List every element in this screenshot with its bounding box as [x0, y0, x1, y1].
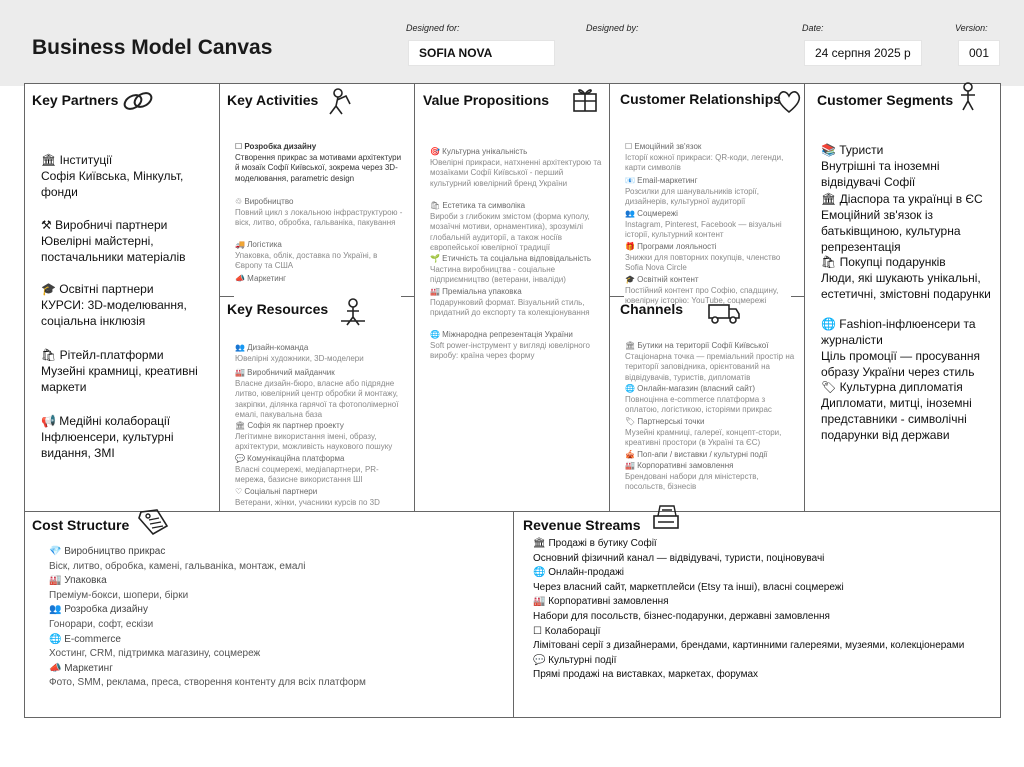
customer-segments-item: 🌐 Fashion-інфлюенсери та журналісти Ціль промоції — просування образу України через стиль: [821, 317, 980, 379]
key-resources-item: ♡ Соціальні партнери Ветерани, жінки, учасники курсів по 3D: [235, 487, 380, 507]
date-field[interactable]: 24 серпня 2025 р: [804, 40, 922, 66]
divider-tick: [401, 296, 415, 297]
cash-register-icon: [648, 502, 684, 532]
value-propositions-item: 🌱 Етичність та соціальна відповідальність Частина виробництва - соціальне підприємництво (ветерани, інваліди): [430, 254, 592, 284]
key-resources-item: 💬 Комунікаційна платформа Власні соцмережі, медіапартнери, PR-мережа, базисне використання ШІ: [235, 454, 379, 484]
channels-item: 🎪 Поп-апи / виставки / культурні події: [625, 450, 768, 459]
key-activities-title: Key Activities: [227, 92, 319, 108]
divider-tick: [791, 296, 805, 297]
divider-tick: [220, 296, 234, 297]
key-resources-item: 👥 Дизайн-команда Ювелірні художники, 3D-моделери: [235, 343, 364, 363]
customer-segments-title: Customer Segments: [817, 92, 954, 108]
key-partners-title: Key Partners: [32, 92, 119, 108]
key-activities-item: 🚚 Логістика Упаковка, облік, доставка по Україні, в Європу та США: [235, 240, 378, 270]
key-partners-item: ⚒ Виробничі партнери Ювелірні майстерні, постачальники матеріалів: [41, 218, 186, 264]
key-resources-title: Key Resources: [227, 301, 329, 317]
revenue-streams-cell: [514, 512, 1001, 718]
channels-cell: [610, 297, 805, 512]
business-model-canvas: [24, 83, 1001, 718]
gift-icon: [567, 84, 603, 114]
channels-item: 🏛 Бутики на території Софії Київської Стаціонарна точка — преміальний простір на території заповідника, орієнтований на відвідувачів, туристів, дипломатів: [625, 341, 795, 382]
chain-link-icon: [120, 86, 156, 116]
key-activities-cell: [220, 84, 415, 297]
date-label: Date:: [802, 23, 824, 33]
customer-relationships-title: Customer Relationships: [620, 91, 782, 107]
key-partners-cell: [25, 84, 220, 512]
worker-icon: [320, 86, 356, 116]
customer-relationships-item: 👥 Соцмережі Instagram, Pinterest, Facebook — візуальні історії, культурний контент: [625, 209, 782, 239]
value-propositions-item: 🏭 Преміальна упаковка Подарунковий формат. Візуальний стиль, придатний до експорту та колекціонування: [430, 287, 590, 317]
channels-item: 🏷 Партнерські точки Музейні крамниці, галереї, концепт-стори, креативні простори (в Україні та ЄС): [625, 417, 782, 447]
customer-relationships-cell: [610, 84, 805, 305]
customer-relationships-item: 📧 Email-маркетинг Розсилки для шанувальників історії, дизайнерів, культурної аудиторії: [625, 176, 759, 206]
price-tag-icon: [135, 506, 171, 536]
cost-structure-cell: [25, 512, 514, 718]
value-propositions-item: 🛍 Естетика та символіка Вироби з глибоким змістом (форма куполу, мозаїчні мотиви, орнаментика), зрозумілі глобальній аудиторії, а також носіїв європейської ювелірної традиції: [430, 201, 590, 252]
key-partners-item: 🏛 Інституції Софія Київська, Мінкульт, фонди: [41, 153, 184, 199]
version-label: Version:: [955, 23, 988, 33]
key-partners-item: 🛍 Рітейл-платформи Музейні крамниці, креативні маркети: [41, 348, 198, 394]
customer-relationships-item: ☐ Емоційний зв'язок Історії кожної прикраси: QR-коди, легенди, карти символів: [625, 142, 784, 172]
heart-icon: [775, 86, 803, 116]
designed-by-label: Designed by:: [586, 23, 639, 33]
revenue-streams-list: 🏛 Продажі в бутику Софії Основний фізичний канал — відвідувачі, туристи, поціновувачі 🌐 Онлайн-продажі Через власний сайт, маркетплейси (Etsy та інші), власні соцмережі 🏭 Корпоративні замовлення Набори для посольств, бізнес-подарунки, державні замовлення ☐ Колаборації Лімітовані серії з дизайнерами, брендами, картинними галереями, музеями, колекціонерами 💬 Культурні події Прямі продажі на виставках, маркетах, форумах: [533, 538, 965, 681]
key-partners-item: 📢 Медійні колаборації Інфлюенсери, культурні видання, ЗМІ: [41, 414, 174, 460]
key-activities-item: ♲ Виробництво Повний цикл з локальною інфраструктурою - віск, литво, обробка, гальваніка, пакування: [235, 197, 403, 227]
key-activities-item: ☐ Розробка дизайну Створення прикрас за мотивами архітектури й мозаїк Софії Київської, зокрема через 3D-моделювання, parametric design: [235, 142, 402, 183]
customer-segments-item: 🛍 Покупці подарунків Люди, які шукають унікальні, естетичні, змістовні подарунки: [821, 255, 991, 301]
version-field[interactable]: 001: [958, 40, 1000, 66]
channels-item: 🌐 Онлайн-магазин (власний сайт) Повноцінна e-commerce платформа з оплатою, логістикою, історіями прикрас: [625, 384, 772, 414]
customer-segments-item: 🏷 Культурна дипломатія Дипломати, митці, іноземні представники - символічні подарунки від держави: [821, 380, 972, 442]
key-activities-item: 📣 Маркетинг: [235, 274, 287, 283]
factory-worker-icon: [335, 297, 371, 327]
person-icon: [955, 81, 981, 111]
key-resources-cell: [220, 297, 415, 512]
designed-for-label: Designed for:: [406, 23, 460, 33]
channels-title: Channels: [620, 301, 684, 317]
page-title: Business Model Canvas: [32, 36, 273, 59]
value-propositions-item: 🎯 Культурна унікальність Ювелірні прикраси, натхненні архітектурою та мозаїками Софії Київської - перший культурний ювелірний бренд України: [430, 147, 602, 188]
key-resources-item: 🏭 Виробничий майданчик Власне дизайн-бюро, власне або підрядне литво, ювелірний центр обробки й монтажу, закріпки, ділянка гарячої та фотополімерної емалі, пакувальна база: [235, 368, 399, 419]
key-resources-item: 🏛 Софія як партнер проекту Легітимне використання імені, образу, архітектури, можливість наукового пошуку: [235, 421, 393, 451]
cost-structure-title: Cost Structure: [32, 517, 130, 533]
customer-segments-item: 📚 Туристи Внутрішні та іноземні відвідувачі Софії: [821, 143, 940, 189]
value-propositions-cell: [415, 84, 610, 512]
cost-structure-list: 💎 Виробництво прикрас Віск, литво, обробка, камені, гальваніка, монтаж, емалі 🏭 Упаковка Преміум-бокси, шопери, бірки 👥 Розробка дизайну Гонорари, софт, ескізи 🌐 E-commerce Хостинг, CRM, підтримка магазину, соцмереж 📣 Маркетинг Фото, SMM, реклама, преса, створення контенту для всіх платформ: [49, 546, 366, 689]
truck-icon: [706, 297, 742, 327]
customer-relationships-item: 🎓 Освітній контент Постійний контент про Софію, спадщину, ювелірну історію: YouTube, соцмережі: [625, 275, 779, 305]
revenue-streams-title: Revenue Streams: [523, 517, 641, 533]
value-propositions-item: 🌐 Міжнародна репрезентація України Soft power-інструмент у вигляді ювелірного виробу: країна через форму: [430, 330, 590, 360]
customer-relationships-item: 🎁 Програми лояльності Знижки для повторних покупців, членство Sofia Nova Circle: [625, 242, 781, 272]
divider-tick: [610, 296, 624, 297]
value-propositions-title: Value Propositions: [423, 92, 550, 108]
designed-for-field[interactable]: SOFIA NOVA: [408, 40, 555, 66]
channels-item: 🏭 Корпоративні замовлення Брендовані набори для міністерств, посольств, бізнесів: [625, 461, 759, 491]
key-partners-item: 🎓 Освітні партнери КУРСИ: 3D-моделювання, соціальна інклюзія: [41, 282, 187, 328]
customer-segments-cell: [805, 84, 1001, 512]
customer-segments-item: 🏛 Діаспора та українці в ЄС Емоційний зв'язок із батьківщиною, культурна репрезентація: [821, 192, 983, 254]
